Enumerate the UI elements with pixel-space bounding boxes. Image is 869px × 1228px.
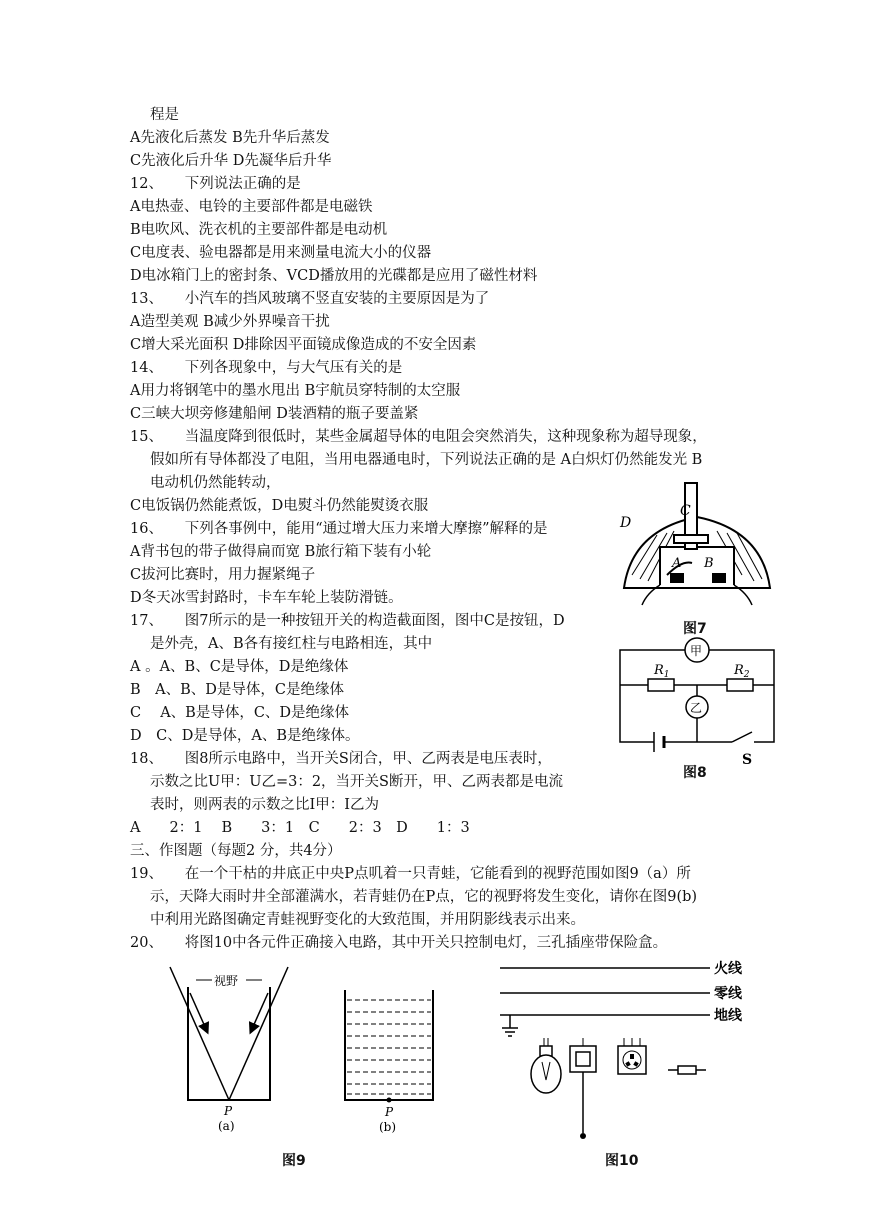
figure-9a-dry-well <box>160 965 290 1140</box>
live-wire-label: 火线 <box>714 961 742 977</box>
ground-wire-label: 地线 <box>714 1008 742 1024</box>
label-c: C <box>680 503 691 519</box>
point-p-a: P <box>224 1104 233 1118</box>
text-line: 示数之比U甲：U乙=3：2，当开关S断开，甲、乙两表都是电流 <box>150 774 563 790</box>
text-line: A用力将钢笔中的墨水甩出 B宇航员穿特制的太空服 <box>130 383 461 399</box>
text-line: C拔河比赛时，用力握紧绳子 <box>130 567 316 583</box>
text-line: A电热壶、电铃的主要部件都是电磁铁 <box>130 199 373 215</box>
r1-label: $R_1$ <box>654 663 670 680</box>
figure-9-caption: 图9 <box>282 1153 306 1169</box>
question-16: 16、 下列各事例中，能用“通过增大压力来增大摩擦”解释的是 <box>130 521 548 537</box>
text-line: C增大采光面积 D排除因平面镜成像造成的不安全因素 <box>130 337 477 353</box>
text-line: C三峡大坝旁修建船闸 D装酒精的瓶子要盖紧 <box>130 406 419 422</box>
figure-10-caption: 图10 <box>605 1153 639 1169</box>
figure-7-button-switch <box>612 475 782 625</box>
bulb-icon <box>531 1038 561 1093</box>
fuse-icon <box>668 1066 706 1074</box>
view-label: 视野 <box>214 974 239 988</box>
section-heading: 三、作图题（每题2 分，共4分） <box>130 843 342 859</box>
meter-jia-label: 甲 <box>690 644 703 658</box>
text-line: A造型美观 B减少外界噪音干扰 <box>130 314 330 330</box>
text-line: D电冰箱门上的密封条、VCD播放用的光碟都是应用了磁性材料 <box>130 268 538 284</box>
figure-8-circuit <box>612 630 782 770</box>
text-line: A先液化后蒸发 B先升华后蒸发 <box>130 130 330 146</box>
switch-box-icon <box>570 1038 596 1139</box>
text-line: B电吹风、洗衣机的主要部件都是电动机 <box>130 222 388 238</box>
text-line: B A、B、D是导体，C是绝缘体 <box>130 682 345 698</box>
subfig-a-label: (a) <box>218 1119 235 1133</box>
text-line: D冬天冰雪封路时，卡车车轮上装防滑链。 <box>130 590 403 606</box>
text-line: 示，天降大雨时井全部灌满水，若青蛙仍在P点，它的视野将发生变化，请你在图9(b) <box>150 889 698 905</box>
question-14: 14、 下列各现象中，与大气压有关的是 <box>130 360 403 376</box>
point-p-b: P <box>385 1105 394 1119</box>
switch-label: S <box>742 752 753 768</box>
question-19: 19、 在一个干枯的井底正中央P点叽着一只青蛙，它能看到的视野范围如图9（a）所 <box>130 866 691 882</box>
text-line: A背书包的带子做得扁而宽 B旅行箱下装有小轮 <box>130 544 432 560</box>
question-15: 15、 当温度降到很低时，某些金属超导体的电阻会突然消失，这种现象称为超导现象， <box>130 429 707 445</box>
figure-7-caption: 图7 <box>683 621 707 637</box>
label-d: D <box>620 515 632 531</box>
three-pin-socket-icon <box>618 1038 646 1074</box>
r2-label: $R_2$ <box>734 663 750 680</box>
question-12: 12、 下列说法正确的是 <box>130 176 301 192</box>
text-line: 电动机仍然能转动， <box>150 475 281 491</box>
text-line: A 。A、B、C是导体，D是绝缘体 <box>130 659 349 675</box>
text-line: C电度表、验电器都是用来测量电流大小的仪器 <box>130 245 432 261</box>
question-13: 13、 小汽车的挡风玻璃不竖直安装的主要原因是为了 <box>130 291 490 307</box>
label-a: A <box>672 556 682 571</box>
question-17: 17、 图7所示的是一种按钮开关的构造截面图，图中C是按钮，D <box>130 613 565 629</box>
text-line: 表时，则两表的示数之比I甲：I乙为 <box>150 797 379 813</box>
text-line: 中利用光路图确定青蛙视野变化的大致范围，并用阴影线表示出来。 <box>150 912 585 928</box>
question-20: 20、 将图10中各元件正确接入电路，其中开关只控制电灯，三孔插座带保险盒。 <box>130 935 668 951</box>
text-line: C先液化后升华 D先凝华后升华 <box>130 153 332 169</box>
meter-yi-label: 乙 <box>690 701 703 715</box>
figure-10-wiring <box>498 958 760 1148</box>
text-line: 假如所有导体都没了电阻，当用电器通电时，下列说法正确的是 A白炽灯仍然能发光 B <box>150 452 703 468</box>
question-18: 18、 图8所示电路中，当开关S闭合，甲、乙两表是电压表时， <box>130 751 552 767</box>
text-line: C A、B是导体，C、D是绝缘体 <box>130 705 350 721</box>
text-line: D C、D是导体，A、B是绝缘体。 <box>130 728 360 744</box>
figure-8-caption: 图8 <box>683 765 707 781</box>
label-b: B <box>704 556 714 571</box>
text-line: 是外壳，A、B各有接红柱与电路相连，其中 <box>150 636 433 652</box>
subfig-b-label: (b) <box>379 1120 397 1134</box>
text-line: 程是 <box>150 107 179 123</box>
neutral-wire-label: 零线 <box>714 986 742 1002</box>
text-line: C电饭锅仍然能煮饭，D电熨斗仍然能熨烫衣服 <box>130 498 429 514</box>
text-line: A 2：1 B 3：1 C 2：3 D 1：3 <box>130 820 470 836</box>
figure-9b-filled-well <box>335 990 445 1135</box>
